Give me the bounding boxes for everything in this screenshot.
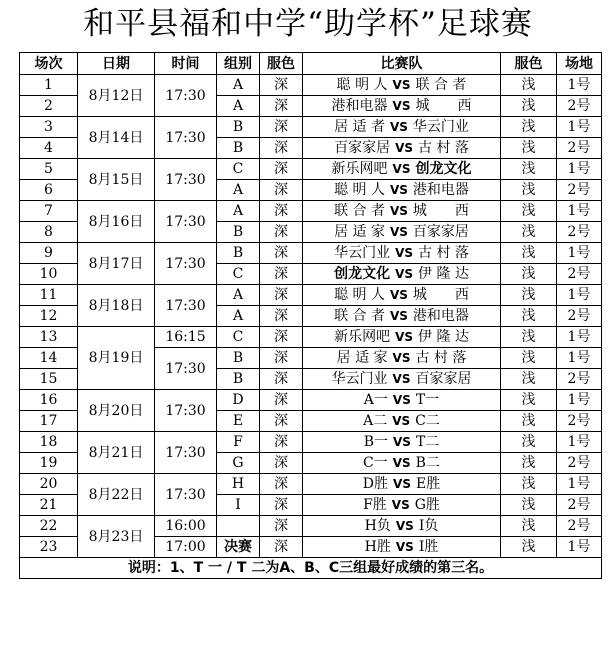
away-team: T一 bbox=[415, 392, 440, 408]
vs-label: VS bbox=[395, 330, 414, 344]
vs-label: VS bbox=[389, 309, 408, 323]
match-date: 8月16日 bbox=[78, 201, 155, 243]
match-group: H bbox=[217, 474, 260, 495]
away-team: 伊 隆 达 bbox=[418, 266, 469, 282]
header-match-no: 场次 bbox=[20, 53, 78, 75]
match-time: 17:30 bbox=[155, 285, 217, 327]
page-title: 和平县福和中学“助学杯”足球赛 bbox=[83, 6, 533, 42]
header-row bbox=[20, 53, 602, 75]
home-jersey: 深 bbox=[260, 348, 303, 369]
match-field: 2号 bbox=[557, 138, 602, 159]
matchup bbox=[303, 516, 501, 537]
vs-label: VS bbox=[389, 120, 408, 134]
vs-label: VS bbox=[389, 225, 408, 239]
match-date: 8月18日 bbox=[78, 285, 155, 327]
matchup bbox=[303, 117, 501, 138]
vs-label: VS bbox=[392, 414, 411, 428]
home-jersey: 深 bbox=[260, 222, 303, 243]
match-no: 4 bbox=[20, 138, 78, 159]
away-team: 港和电器 bbox=[412, 182, 469, 198]
match-date: 8月20日 bbox=[78, 390, 155, 432]
home-team: C一 bbox=[363, 455, 388, 471]
home-team: 创龙文化 bbox=[334, 266, 391, 282]
match-no: 7 bbox=[20, 201, 78, 222]
match-field: 2号 bbox=[557, 495, 602, 516]
match-time: 16:00 bbox=[155, 516, 217, 537]
schedule-table bbox=[19, 52, 602, 579]
match-field: 2号 bbox=[557, 180, 602, 201]
home-team: 联 合 者 bbox=[334, 203, 385, 219]
vs-label: VS bbox=[395, 519, 414, 533]
match-time: 17:30 bbox=[155, 201, 217, 243]
match-no: 9 bbox=[20, 243, 78, 264]
home-jersey: 深 bbox=[260, 453, 303, 474]
match-time: 17:30 bbox=[155, 474, 217, 516]
away-jersey: 浅 bbox=[501, 390, 557, 411]
away-jersey: 浅 bbox=[501, 453, 557, 474]
match-time: 17:30 bbox=[155, 243, 217, 285]
away-jersey: 浅 bbox=[501, 75, 557, 96]
vs-label: VS bbox=[391, 498, 410, 512]
match-no: 23 bbox=[20, 537, 78, 558]
home-team: 港和电器 bbox=[331, 98, 388, 114]
match-no: 18 bbox=[20, 432, 78, 453]
match-date: 8月19日 bbox=[78, 327, 155, 390]
vs-label: VS bbox=[392, 456, 411, 470]
vs-label: VS bbox=[392, 162, 411, 176]
home-team: H负 bbox=[364, 518, 391, 534]
home-team: 居 适 家 bbox=[336, 350, 388, 366]
away-team: 古 村 落 bbox=[415, 350, 467, 366]
away-team: I胜 bbox=[418, 539, 439, 555]
away-jersey: 浅 bbox=[501, 495, 557, 516]
table-row bbox=[20, 75, 602, 96]
away-jersey: 浅 bbox=[501, 432, 557, 453]
home-jersey: 深 bbox=[260, 411, 303, 432]
matchup bbox=[303, 159, 501, 180]
home-team: 居 适 者 bbox=[334, 119, 385, 135]
match-date: 8月12日 bbox=[78, 75, 155, 117]
home-team: 百家家居 bbox=[334, 140, 391, 156]
home-team: A一 bbox=[363, 392, 388, 408]
away-jersey: 浅 bbox=[501, 327, 557, 348]
away-jersey: 浅 bbox=[501, 306, 557, 327]
match-field: 1号 bbox=[557, 432, 602, 453]
match-no: 22 bbox=[20, 516, 78, 537]
vs-label: VS bbox=[392, 372, 411, 386]
away-team: 古 村 落 bbox=[418, 245, 469, 261]
away-team: I负 bbox=[418, 518, 439, 534]
home-jersey: 深 bbox=[260, 243, 303, 264]
match-field: 2号 bbox=[557, 453, 602, 474]
match-time: 17:30 bbox=[155, 432, 217, 474]
home-team: D胜 bbox=[362, 476, 389, 492]
table-row bbox=[20, 201, 602, 222]
away-team: E胜 bbox=[415, 476, 441, 492]
match-group: B bbox=[217, 243, 260, 264]
match-date: 8月21日 bbox=[78, 432, 155, 474]
away-jersey: 浅 bbox=[501, 348, 557, 369]
match-no: 15 bbox=[20, 369, 78, 390]
match-no: 17 bbox=[20, 411, 78, 432]
home-jersey: 深 bbox=[260, 537, 303, 558]
home-jersey: 深 bbox=[260, 138, 303, 159]
header-group: 组别 bbox=[217, 53, 260, 75]
match-field: 1号 bbox=[557, 243, 602, 264]
match-field: 1号 bbox=[557, 285, 602, 306]
away-team: 城 西 bbox=[412, 287, 469, 303]
match-group: B bbox=[217, 117, 260, 138]
match-date: 8月23日 bbox=[78, 516, 155, 558]
table-row bbox=[20, 327, 602, 348]
match-group: B bbox=[217, 138, 260, 159]
away-team: 城 西 bbox=[412, 203, 469, 219]
home-jersey: 深 bbox=[260, 516, 303, 537]
home-team: 华云门业 bbox=[331, 371, 388, 387]
match-field: 2号 bbox=[557, 306, 602, 327]
matchup bbox=[303, 75, 501, 96]
match-group: A bbox=[217, 180, 260, 201]
vs-label: VS bbox=[392, 393, 411, 407]
away-team: B二 bbox=[415, 455, 440, 471]
match-field: 2号 bbox=[557, 222, 602, 243]
away-jersey: 浅 bbox=[501, 369, 557, 390]
match-field: 1号 bbox=[557, 348, 602, 369]
match-no: 12 bbox=[20, 306, 78, 327]
table-row bbox=[20, 243, 602, 264]
home-jersey: 深 bbox=[260, 159, 303, 180]
away-team: 华云门业 bbox=[412, 119, 469, 135]
matchup bbox=[303, 537, 501, 558]
header-time: 时间 bbox=[155, 53, 217, 75]
matchup bbox=[303, 243, 501, 264]
match-group: E bbox=[217, 411, 260, 432]
matchup bbox=[303, 222, 501, 243]
home-team: 居 适 家 bbox=[334, 224, 385, 240]
match-group: A bbox=[217, 201, 260, 222]
match-no: 8 bbox=[20, 222, 78, 243]
header-jersey-home: 服色 bbox=[260, 53, 303, 75]
header-field: 场地 bbox=[557, 53, 602, 75]
away-jersey: 浅 bbox=[501, 159, 557, 180]
match-group: C bbox=[217, 264, 260, 285]
away-jersey: 浅 bbox=[501, 180, 557, 201]
match-group: C bbox=[217, 327, 260, 348]
away-jersey: 浅 bbox=[501, 201, 557, 222]
matchup bbox=[303, 264, 501, 285]
match-no: 20 bbox=[20, 474, 78, 495]
home-team: 聪 明 人 bbox=[334, 182, 385, 198]
match-no: 19 bbox=[20, 453, 78, 474]
matchup bbox=[303, 180, 501, 201]
match-field: 1号 bbox=[557, 201, 602, 222]
match-field: 1号 bbox=[557, 327, 602, 348]
table-row bbox=[20, 432, 602, 453]
match-no: 21 bbox=[20, 495, 78, 516]
home-team: F胜 bbox=[363, 497, 387, 513]
matchup bbox=[303, 495, 501, 516]
away-jersey: 浅 bbox=[501, 411, 557, 432]
matchup bbox=[303, 348, 501, 369]
vs-label: VS bbox=[389, 288, 408, 302]
match-field: 1号 bbox=[557, 537, 602, 558]
match-field: 2号 bbox=[557, 516, 602, 537]
away-team: 百家家居 bbox=[415, 371, 472, 387]
header-date: 日期 bbox=[78, 53, 155, 75]
home-team: A二 bbox=[363, 413, 388, 429]
away-jersey: 浅 bbox=[501, 243, 557, 264]
match-group: C bbox=[217, 159, 260, 180]
home-jersey: 深 bbox=[260, 369, 303, 390]
home-jersey: 深 bbox=[260, 390, 303, 411]
match-time: 16:15 bbox=[155, 327, 217, 348]
matchup bbox=[303, 369, 501, 390]
away-team: 创龙文化 bbox=[415, 161, 472, 177]
home-jersey: 深 bbox=[260, 432, 303, 453]
home-jersey: 深 bbox=[260, 180, 303, 201]
vs-label: VS bbox=[389, 204, 408, 218]
match-group: A bbox=[217, 75, 260, 96]
matchup bbox=[303, 453, 501, 474]
home-jersey: 深 bbox=[260, 495, 303, 516]
match-field: 1号 bbox=[557, 474, 602, 495]
home-jersey: 深 bbox=[260, 96, 303, 117]
vs-label: VS bbox=[389, 183, 408, 197]
matchup bbox=[303, 390, 501, 411]
match-group: A bbox=[217, 306, 260, 327]
home-team: H胜 bbox=[364, 539, 391, 555]
match-group: I bbox=[217, 495, 260, 516]
table-row bbox=[20, 516, 602, 537]
match-field: 1号 bbox=[557, 75, 602, 96]
match-time: 17:00 bbox=[155, 537, 217, 558]
away-team: T二 bbox=[415, 434, 440, 450]
vs-label: VS bbox=[392, 99, 411, 113]
match-group: D bbox=[217, 390, 260, 411]
away-jersey: 浅 bbox=[501, 117, 557, 138]
match-group: B bbox=[217, 348, 260, 369]
match-group: G bbox=[217, 453, 260, 474]
table-row bbox=[20, 117, 602, 138]
home-team: B一 bbox=[363, 434, 388, 450]
note-row bbox=[20, 558, 602, 579]
table-row bbox=[20, 474, 602, 495]
vs-label: VS bbox=[395, 267, 414, 281]
home-team: 聪 明 人 bbox=[334, 287, 385, 303]
match-no: 1 bbox=[20, 75, 78, 96]
away-team: C二 bbox=[415, 413, 440, 429]
match-no: 10 bbox=[20, 264, 78, 285]
header-teams: 比赛队 bbox=[303, 53, 501, 75]
away-jersey: 浅 bbox=[501, 474, 557, 495]
vs-label: VS bbox=[392, 351, 411, 365]
home-team: 新乐网吧 bbox=[334, 329, 391, 345]
table-row bbox=[20, 159, 602, 180]
match-date: 8月17日 bbox=[78, 243, 155, 285]
away-team: 城 西 bbox=[415, 98, 472, 114]
match-group bbox=[217, 516, 260, 537]
away-jersey: 浅 bbox=[501, 537, 557, 558]
match-field: 2号 bbox=[557, 96, 602, 117]
match-field: 1号 bbox=[557, 390, 602, 411]
match-no: 16 bbox=[20, 390, 78, 411]
home-jersey: 深 bbox=[260, 327, 303, 348]
match-time: 17:30 bbox=[155, 348, 217, 390]
home-team: 华云门业 bbox=[334, 245, 391, 261]
match-time: 17:30 bbox=[155, 117, 217, 159]
match-group: F bbox=[217, 432, 260, 453]
match-time: 17:30 bbox=[155, 159, 217, 201]
footnote: 说明：1、T 一 / T 二为A、B、C三组最好成绩的第三名。 bbox=[20, 558, 602, 579]
matchup bbox=[303, 327, 501, 348]
match-field: 1号 bbox=[557, 159, 602, 180]
match-group: B bbox=[217, 222, 260, 243]
match-date: 8月22日 bbox=[78, 474, 155, 516]
away-jersey: 浅 bbox=[501, 96, 557, 117]
matchup bbox=[303, 474, 501, 495]
away-team: 古 村 落 bbox=[418, 140, 469, 156]
matchup bbox=[303, 96, 501, 117]
match-group: A bbox=[217, 285, 260, 306]
vs-label: VS bbox=[395, 141, 414, 155]
home-team: 联 合 者 bbox=[334, 308, 385, 324]
away-team: 百家家居 bbox=[412, 224, 469, 240]
away-jersey: 浅 bbox=[501, 516, 557, 537]
matchup bbox=[303, 306, 501, 327]
matchup bbox=[303, 138, 501, 159]
match-field: 2号 bbox=[557, 264, 602, 285]
home-jersey: 深 bbox=[260, 264, 303, 285]
home-jersey: 深 bbox=[260, 474, 303, 495]
match-no: 2 bbox=[20, 96, 78, 117]
away-jersey: 浅 bbox=[501, 285, 557, 306]
match-field: 2号 bbox=[557, 411, 602, 432]
match-no: 13 bbox=[20, 327, 78, 348]
match-date: 8月15日 bbox=[78, 159, 155, 201]
match-no: 3 bbox=[20, 117, 78, 138]
match-date: 8月14日 bbox=[78, 117, 155, 159]
home-jersey: 深 bbox=[260, 117, 303, 138]
match-no: 14 bbox=[20, 348, 78, 369]
matchup bbox=[303, 201, 501, 222]
home-team: 新乐网吧 bbox=[331, 161, 388, 177]
away-team: G胜 bbox=[414, 497, 440, 513]
match-field: 2号 bbox=[557, 369, 602, 390]
away-team: 伊 隆 达 bbox=[418, 329, 469, 345]
match-group: B bbox=[217, 369, 260, 390]
away-team: 联 合 者 bbox=[415, 77, 467, 93]
away-team: 港和电器 bbox=[412, 308, 469, 324]
table-row bbox=[20, 285, 602, 306]
vs-label: VS bbox=[393, 477, 411, 491]
home-team: 聪 明 人 bbox=[336, 77, 388, 93]
away-jersey: 浅 bbox=[501, 222, 557, 243]
match-field: 1号 bbox=[557, 117, 602, 138]
vs-label: VS bbox=[393, 435, 411, 449]
match-group: A bbox=[217, 96, 260, 117]
home-jersey: 深 bbox=[260, 201, 303, 222]
vs-label: VS bbox=[395, 246, 414, 260]
match-no: 6 bbox=[20, 180, 78, 201]
home-jersey: 深 bbox=[260, 75, 303, 96]
away-jersey: 浅 bbox=[501, 264, 557, 285]
matchup bbox=[303, 411, 501, 432]
away-jersey: 浅 bbox=[501, 138, 557, 159]
matchup bbox=[303, 432, 501, 453]
matchup bbox=[303, 285, 501, 306]
match-time: 17:30 bbox=[155, 75, 217, 117]
match-no: 11 bbox=[20, 285, 78, 306]
header-jersey-away: 服色 bbox=[501, 53, 557, 75]
home-jersey: 深 bbox=[260, 285, 303, 306]
match-group: 决赛 bbox=[217, 537, 260, 558]
match-time: 17:30 bbox=[155, 390, 217, 432]
table-row bbox=[20, 390, 602, 411]
vs-label: VS bbox=[395, 540, 414, 554]
match-no: 5 bbox=[20, 159, 78, 180]
vs-label: VS bbox=[392, 78, 411, 92]
home-jersey: 深 bbox=[260, 306, 303, 327]
